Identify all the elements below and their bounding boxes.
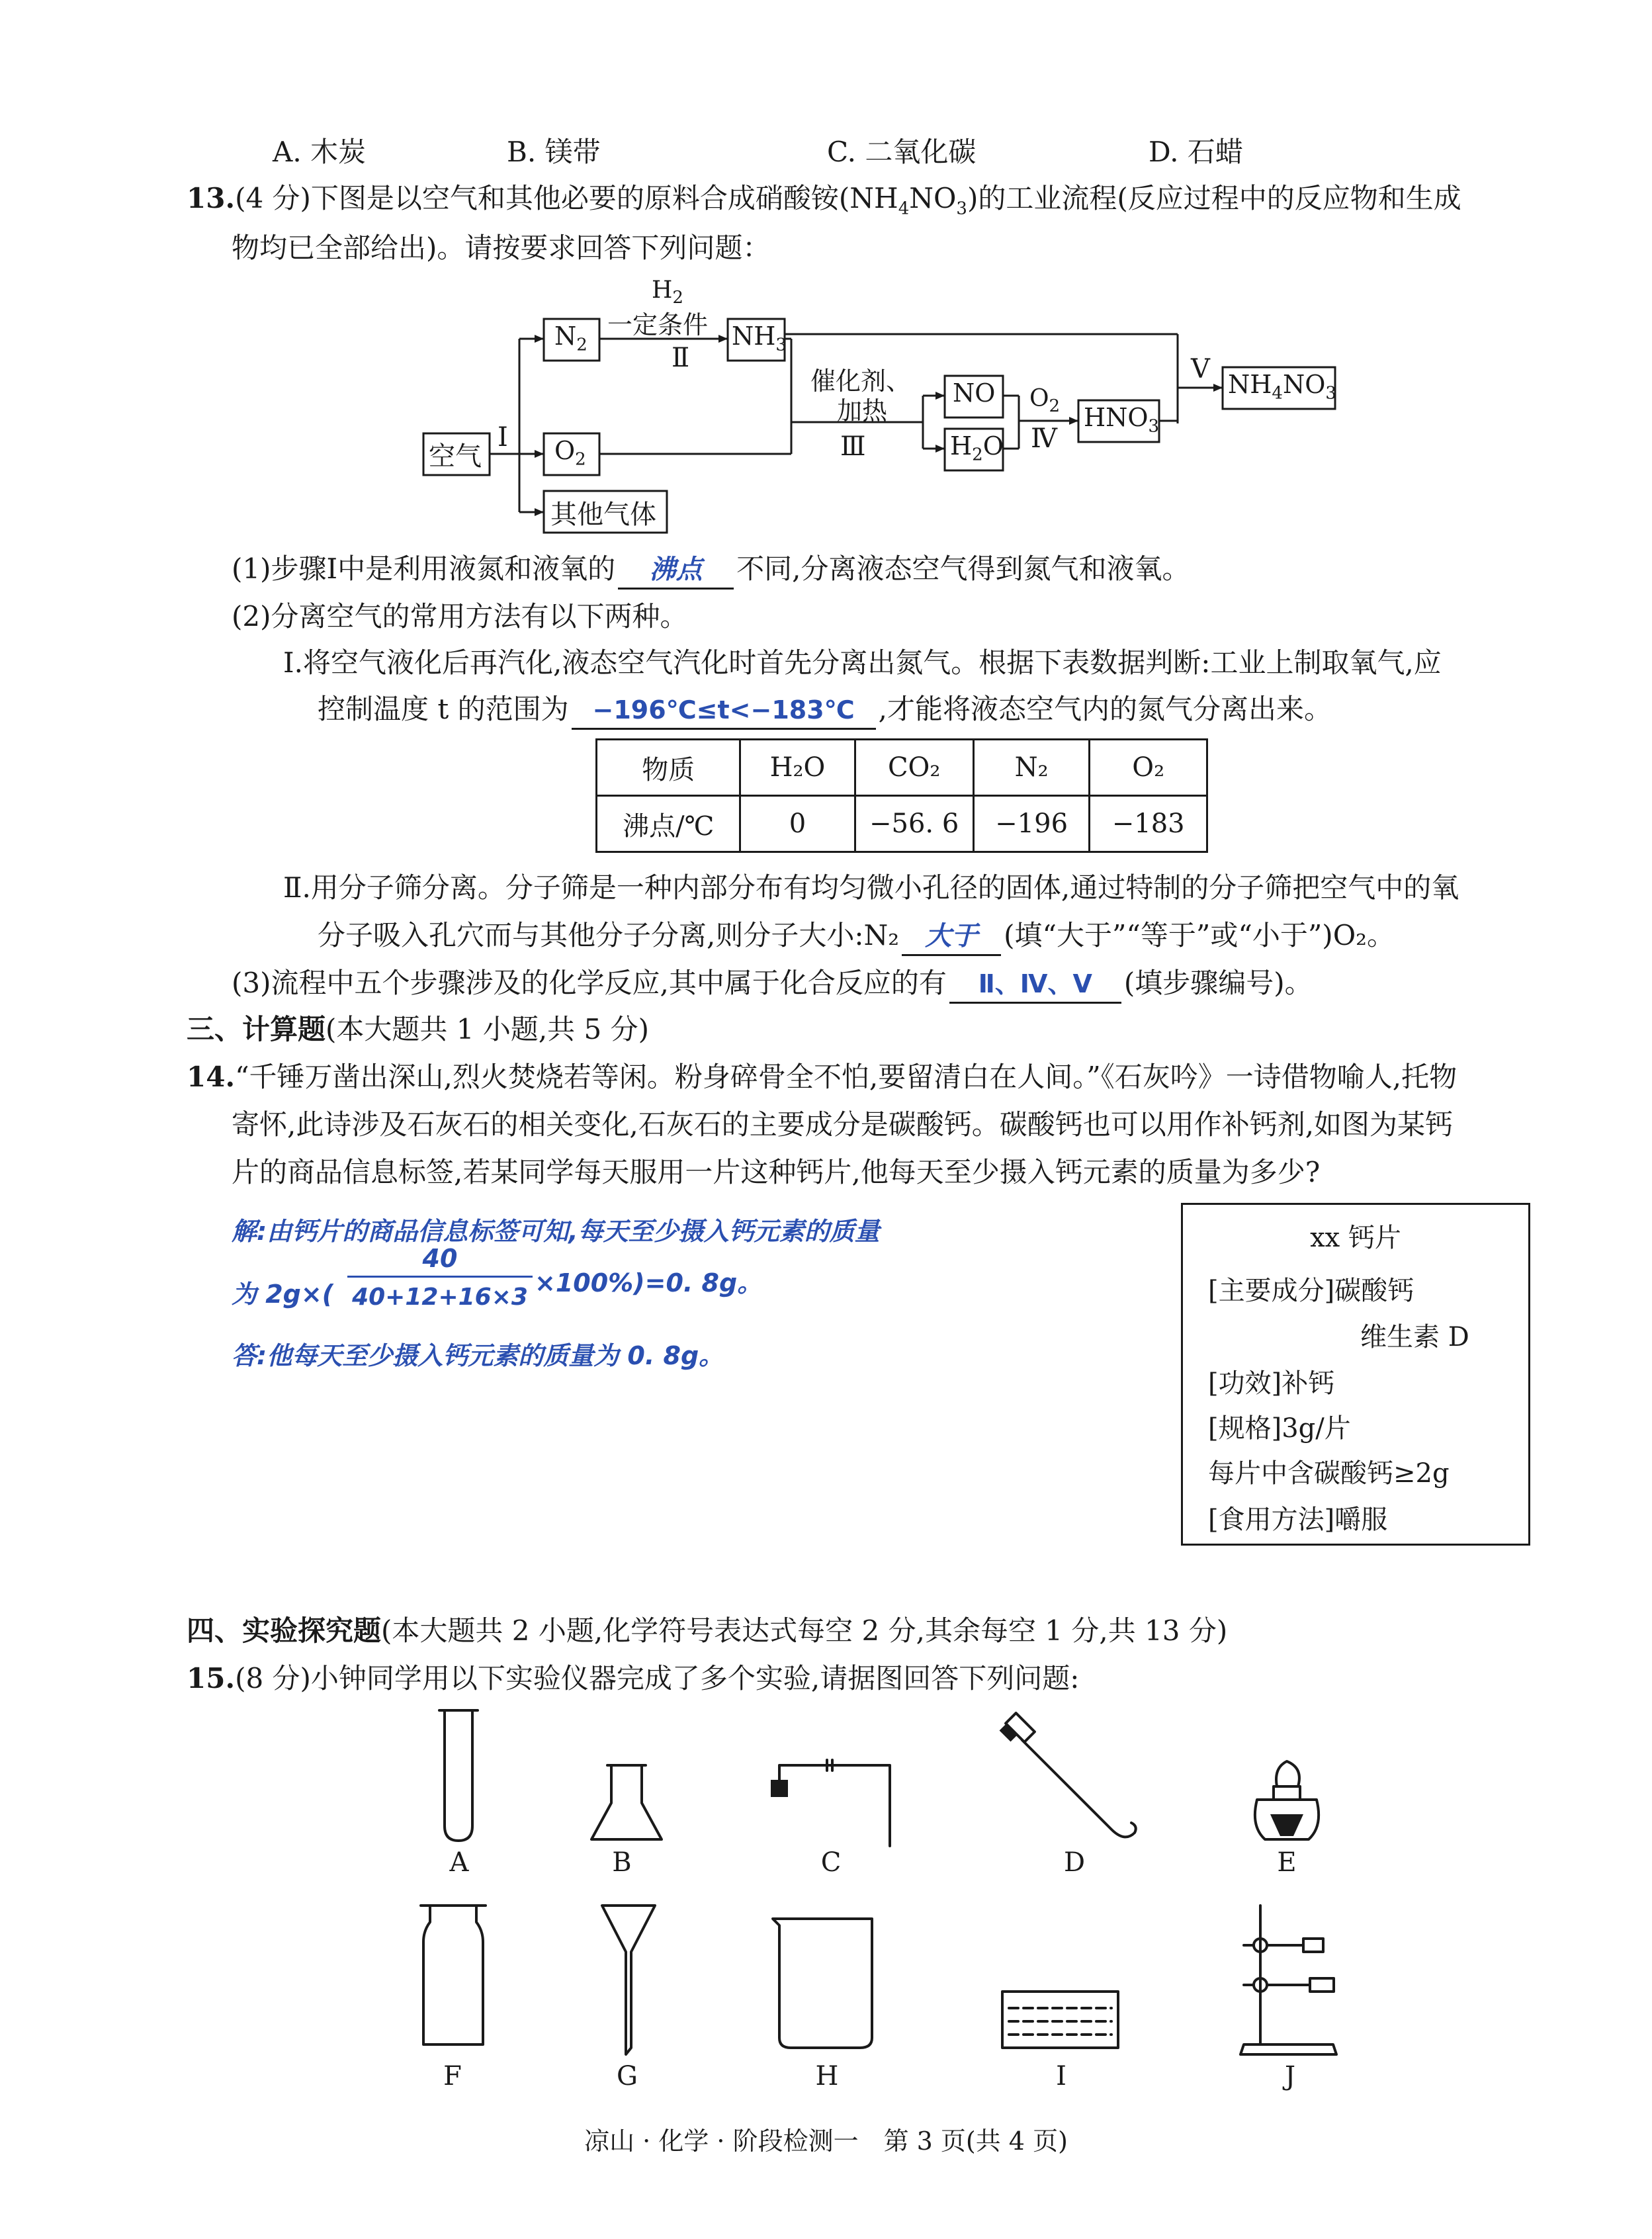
h2o-text-a: H xyxy=(950,431,973,461)
apparatus-label-h: H xyxy=(815,2061,839,2091)
apparatus-label-a: A xyxy=(449,1847,469,1878)
table-cell: CO₂ xyxy=(855,740,973,796)
iron-stand-icon xyxy=(1240,1906,1336,2054)
hno3-text: HNO xyxy=(1084,403,1149,432)
option-b: B. 镁带 xyxy=(507,136,601,168)
apparatus-label-b: B xyxy=(612,1847,632,1878)
water-trough-icon xyxy=(1002,1992,1118,2048)
q13-part2: (2)分离空气的常用方法有以下两种。 xyxy=(232,600,688,633)
q13-part2-i-line1: Ⅰ.将空气液化后再汽化,液态空气汽化时首先分离出氮气。根据下表数据判断:工业上制取氧气,应 xyxy=(283,646,1442,679)
table-cell: 沸点/℃ xyxy=(597,796,740,852)
no3-text: NO xyxy=(1282,370,1326,399)
o2b-sub: 2 xyxy=(1049,396,1061,417)
q13-stem-text-a: (4 分)下图是以空气和其他必要的原料合成硝酸铵(NH xyxy=(235,182,898,214)
q13-part2-ii-pre: 分子吸入孔穴而与其他分子分离,则分子大小:N₂ xyxy=(318,919,900,951)
table-cell: −196 xyxy=(973,796,1090,852)
funnel-icon xyxy=(602,1906,655,2054)
table-cell: N₂ xyxy=(973,740,1090,796)
nh4-text: NH xyxy=(1228,370,1272,399)
q14-solution-line1: 解:由钙片的商品信息标签可知,每天至少摄入钙元素的质量 xyxy=(232,1217,880,1246)
q14-solution-pre: 为 2g×( xyxy=(232,1280,334,1309)
q13-stem-line2: 物均已全部给出)。请按要求回答下列问题： xyxy=(232,232,771,264)
nh4-sub: 4 xyxy=(1272,383,1283,404)
h2o-text-b: O xyxy=(982,431,1004,461)
sub-4: 4 xyxy=(898,198,910,219)
apparatus-label-e: E xyxy=(1277,1847,1297,1878)
apparatus-label-d: D xyxy=(1063,1847,1086,1878)
q13-stem-text-c: )的工业流程(反应过程中的反应物和生成 xyxy=(967,182,1461,214)
no3-sub: 3 xyxy=(1325,383,1336,404)
option-d: D. 石蜡 xyxy=(1149,136,1243,168)
flow-no: NO xyxy=(953,378,996,408)
apparatus-label-c: C xyxy=(820,1847,842,1878)
section-3-note: (本大题共 1 小题,共 5 分) xyxy=(326,1013,649,1045)
answer-molecule-size: 大于 xyxy=(902,918,1001,956)
answer-combination-steps: Ⅱ、Ⅳ、Ⅴ xyxy=(949,966,1121,1004)
q13-part3-pre: (3)流程中五个步骤涉及的化学反应,其中属于化合反应的有 xyxy=(232,967,947,999)
table-cell: H₂O xyxy=(740,740,855,796)
table-cell: 0 xyxy=(740,796,855,852)
conical-flask-icon xyxy=(591,1765,662,1839)
flow-step-2: Ⅱ xyxy=(672,343,690,373)
q13-part1-post: 不同,分离液态空气得到氮气和液氧。 xyxy=(736,552,1190,585)
beaker-icon xyxy=(773,1919,872,2048)
q13-number: 13. xyxy=(187,182,236,214)
q14-answer-line: 答:他每天至少摄入钙元素的质量为 0. 8g。 xyxy=(232,1341,724,1370)
label-usage: [食用方法]嚼服 xyxy=(1208,1505,1388,1535)
q14-line1-text: “千锤万凿出深山,烈火焚烧若等闲。粉身碎骨全不怕,要留清白在人间。”《石灰吟》一诗借物喻人,托物 xyxy=(235,1061,1457,1093)
nh3-sub: 3 xyxy=(775,335,787,355)
flow-step-5: V xyxy=(1191,354,1210,384)
n2-sub: 2 xyxy=(576,335,587,355)
q14-line3: 片的商品信息标签,若某同学每天服用一片这种钙片,他每天至少摄入钙元素的质量为多少? xyxy=(232,1156,1321,1188)
option-c: C. 二氧化碳 xyxy=(827,136,977,168)
apparatus-label-g: G xyxy=(617,2061,638,2091)
nh3-text: NH xyxy=(732,322,776,351)
h2-text: H xyxy=(652,277,673,304)
section-4-title: 四、实验探究题 xyxy=(187,1614,382,1647)
reagent-bottle-icon xyxy=(421,1906,486,2044)
page-footer: 凉山 · 化学 · 阶段检测一 第 3 页(共 4 页) xyxy=(584,2127,1068,2156)
flow-condition: 一定条件 xyxy=(607,310,709,339)
q13-part1-pre: (1)步骤Ⅰ中是利用液氮和液氧的 xyxy=(232,552,616,585)
test-tube-icon xyxy=(439,1710,478,1841)
q13-part2-ii-post: (填“大于”“等于”或“小于”)O₂。 xyxy=(1004,919,1395,951)
answer-temperature-range: −196℃≤t<−183℃ xyxy=(572,692,876,730)
section-3-title: 三、计算题 xyxy=(187,1013,326,1045)
fraction-denominator: 40+12+16×3 xyxy=(352,1284,528,1311)
flow-step-1: I xyxy=(498,422,508,453)
q13-part3-post: (填步骤编号)。 xyxy=(1123,967,1313,999)
combustion-spoon-icon xyxy=(1006,1713,1136,1837)
o2b-text: O xyxy=(1029,385,1049,412)
answer-boiling-point: 沸点 xyxy=(618,552,734,590)
fraction-numerator: 40 xyxy=(422,1244,458,1273)
h2o-sub: 2 xyxy=(972,445,983,465)
flow-air: 空气 xyxy=(429,441,482,472)
q13-part2-i-pre: 控制温度 t 的范围为 xyxy=(318,693,569,725)
o2-sub: 2 xyxy=(575,449,586,470)
apparatus-label-i: I xyxy=(1056,2061,1066,2091)
q14-solution-post: ×100%)=0. 8g。 xyxy=(535,1268,763,1297)
table-cell: −183 xyxy=(1090,796,1207,852)
flow-catalyst: 催化剂、 xyxy=(810,367,912,396)
h2-sub: 2 xyxy=(672,288,683,308)
hno3-sub: 3 xyxy=(1148,416,1160,437)
label-content: 每片中含碳酸钙≥2g xyxy=(1208,1458,1450,1489)
spoon-handle-cap xyxy=(1000,1724,1018,1742)
label-vitamin: 维生素 D xyxy=(1360,1322,1469,1352)
q13-stem-text-b: NO xyxy=(909,182,957,214)
label-ingredient: [主要成分]碳酸钙 xyxy=(1208,1276,1414,1306)
q14-line2: 寄怀,此诗涉及石灰石的相关变化,石灰石的主要成分是碳酸钙。碳酸钙也可以用作补钙剂,如图为某钙 xyxy=(232,1108,1454,1141)
q15-stem-text: (8 分)小钟同学用以下实验仪器完成了多个实验,请据图回答下列问题: xyxy=(235,1662,1080,1694)
section-4-note: (本大题共 2 小题,化学符号表达式每空 2 分,其余每空 1 分,共 13 分) xyxy=(381,1614,1228,1647)
flow-step-3: Ⅲ xyxy=(840,431,866,462)
q13-part2-i-post: ,才能将液态空气内的氮气分离出来。 xyxy=(878,693,1332,725)
q14-number: 14. xyxy=(187,1061,236,1093)
table-cell: 物质 xyxy=(597,740,740,796)
label-spec: [规格]3g/片 xyxy=(1208,1413,1351,1444)
lamp-fluid xyxy=(1270,1814,1303,1836)
apparatus-label-j: J xyxy=(1284,2061,1296,2091)
apparatus-label-f: F xyxy=(443,2061,462,2091)
label-title: xx 钙片 xyxy=(1310,1223,1401,1253)
flow-other-gas: 其他气体 xyxy=(550,500,656,530)
label-effect: [功效]补钙 xyxy=(1208,1368,1335,1399)
table-cell: O₂ xyxy=(1090,740,1207,796)
option-a: A. 木炭 xyxy=(273,136,367,168)
flow-heat: 加热 xyxy=(837,396,888,425)
rubber-stopper xyxy=(771,1780,788,1797)
sub-3: 3 xyxy=(956,198,967,219)
n2-text: N xyxy=(554,322,577,351)
table-cell: −56. 6 xyxy=(855,796,973,852)
stopper-tube-icon xyxy=(779,1760,890,1846)
o2-text: O xyxy=(554,436,576,465)
flow-step-4: Ⅳ xyxy=(1031,423,1057,454)
q15-number: 15. xyxy=(187,1662,236,1694)
q13-part2-ii-line1: Ⅱ.用分子筛分离。分子筛是一种内部分布有均匀微小孔径的固体,通过特制的分子筛把空气中的氧 xyxy=(283,871,1459,904)
